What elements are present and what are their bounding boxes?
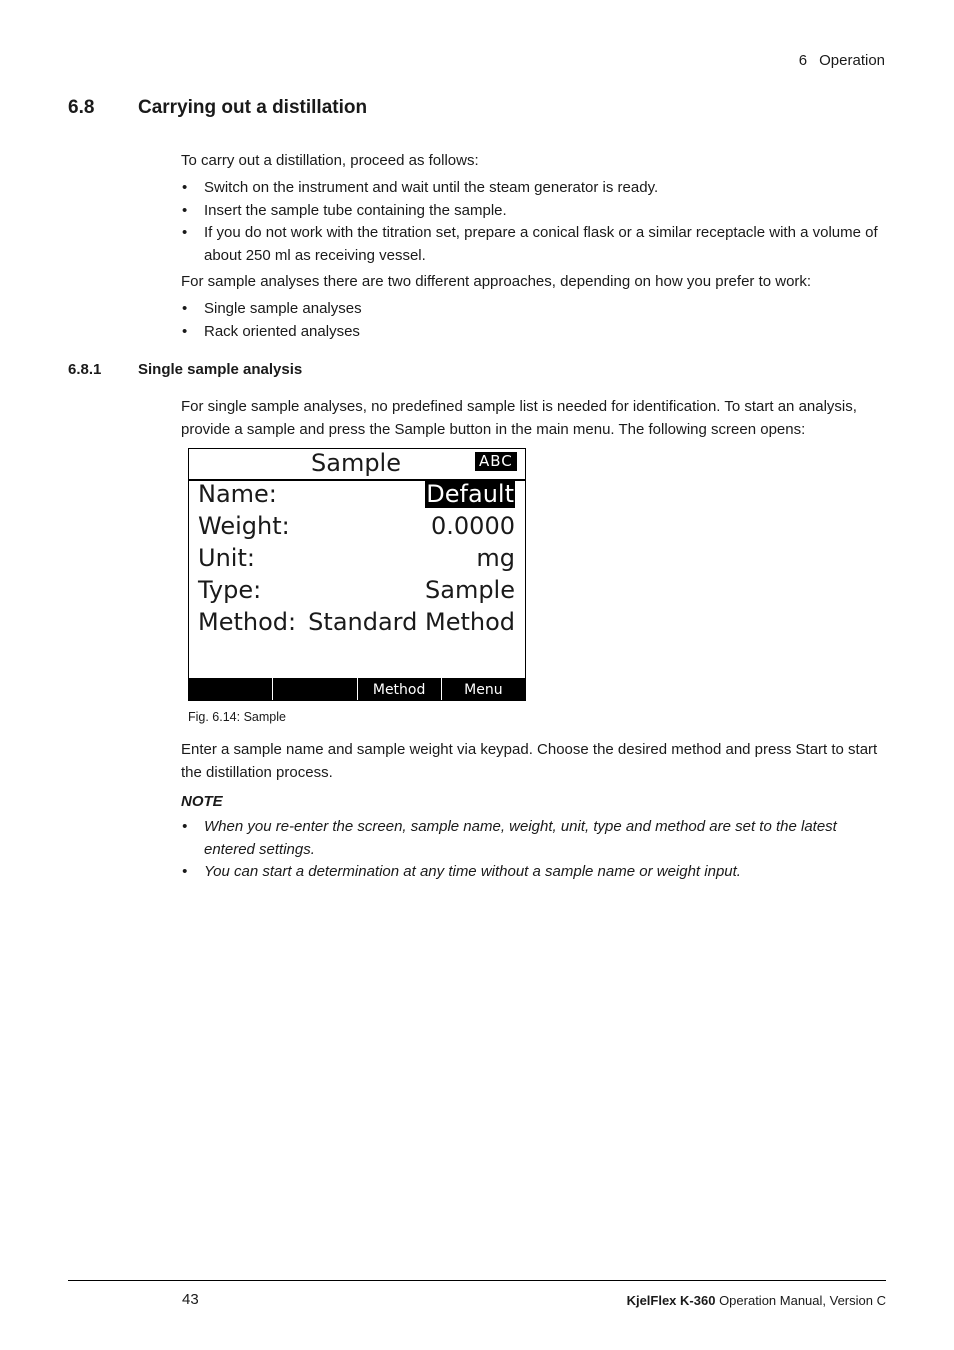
page-number: 43 — [182, 1291, 199, 1308]
chapter-title: Operation — [819, 52, 885, 69]
list-item: • If you do not work with the titration set, prepare a conical flask or a similar receptacle with a volume of about 250 ml as receiving vessel. — [182, 224, 878, 264]
softkey-bar — [189, 678, 525, 700]
unit-field[interactable]: mg — [476, 544, 515, 572]
screen-row-weight — [198, 512, 516, 544]
list-item: • You can start a determination at any time without a sample name or weight input. — [182, 863, 741, 880]
list-item: • Single sample analyses — [182, 300, 362, 317]
note-list — [181, 816, 889, 884]
intro-paragraph: To carry out a distillation, proceed as follows: — [181, 152, 479, 169]
menu-softkey[interactable]: Menu — [442, 678, 525, 700]
screen-row-unit — [198, 544, 516, 576]
method-softkey[interactable]: Method — [358, 678, 442, 700]
after-figure-paragraph: Enter a sample name and sample weight via keypad. Choose the desired method and press Start to start the distillation process. — [181, 741, 878, 781]
screen-row-type — [198, 576, 516, 608]
document-name: Operation Manual, Version C — [719, 1293, 886, 1308]
method-field[interactable]: Standard Method — [308, 608, 515, 636]
type-field[interactable]: Sample — [425, 576, 515, 604]
footer-rule — [68, 1280, 886, 1281]
figure-caption: Fig. 6.14: Sample — [188, 710, 286, 724]
list-item: • Switch on the instrument and wait until the steam generator is ready. — [182, 179, 659, 196]
steps-list — [181, 177, 889, 267]
footer-doc-title — [627, 1293, 886, 1308]
list-item: • Insert the sample tube containing the sample. — [182, 201, 507, 219]
screen-row-name — [198, 480, 516, 512]
softkey-2[interactable] — [273, 678, 357, 700]
screen-row-method — [198, 608, 516, 640]
name-field[interactable]: Default — [426, 480, 514, 508]
screen-title: Sample — [311, 449, 401, 477]
field-label: Method: — [198, 608, 297, 636]
list-item: • Rack oriented analyses — [182, 322, 360, 340]
running-header — [799, 52, 885, 69]
subsection-heading — [68, 361, 302, 378]
section-heading — [68, 97, 367, 119]
field-label: Weight: — [198, 512, 290, 540]
subsection-number: 6.8.1 — [68, 361, 102, 378]
sample-screen — [188, 448, 526, 701]
chapter-number: 6 — [798, 52, 808, 69]
product-name: KjelFlex K-360 — [626, 1293, 716, 1308]
softkey-1[interactable] — [189, 678, 273, 700]
field-label: Name: — [198, 480, 277, 508]
list-item: • When you re-enter the screen, sample name, weight, unit, type and method are set to the latest entered settings. — [182, 818, 837, 858]
weight-field[interactable]: 0.0000 — [431, 512, 515, 540]
field-label: Type: — [198, 576, 262, 604]
note-heading: NOTE — [181, 793, 223, 810]
approaches-paragraph: For sample analyses there are two different approaches, depending on how you prefer to work: — [181, 273, 812, 290]
field-label: Unit: — [198, 544, 255, 572]
approaches-list — [181, 298, 889, 343]
subsection-paragraph: For single sample analyses, no predefined sample list is needed for identification. To start an analysis, provide a sample and press the Sample button in the main menu. The following screen opens: — [181, 398, 857, 438]
section-title: Carrying out a distillation — [138, 97, 368, 118]
input-mode-indicator: ABC — [475, 452, 517, 471]
screen-title-bar — [189, 449, 525, 481]
subsection-title: Single sample analysis — [138, 361, 303, 378]
section-number: 6.8 — [68, 97, 95, 118]
